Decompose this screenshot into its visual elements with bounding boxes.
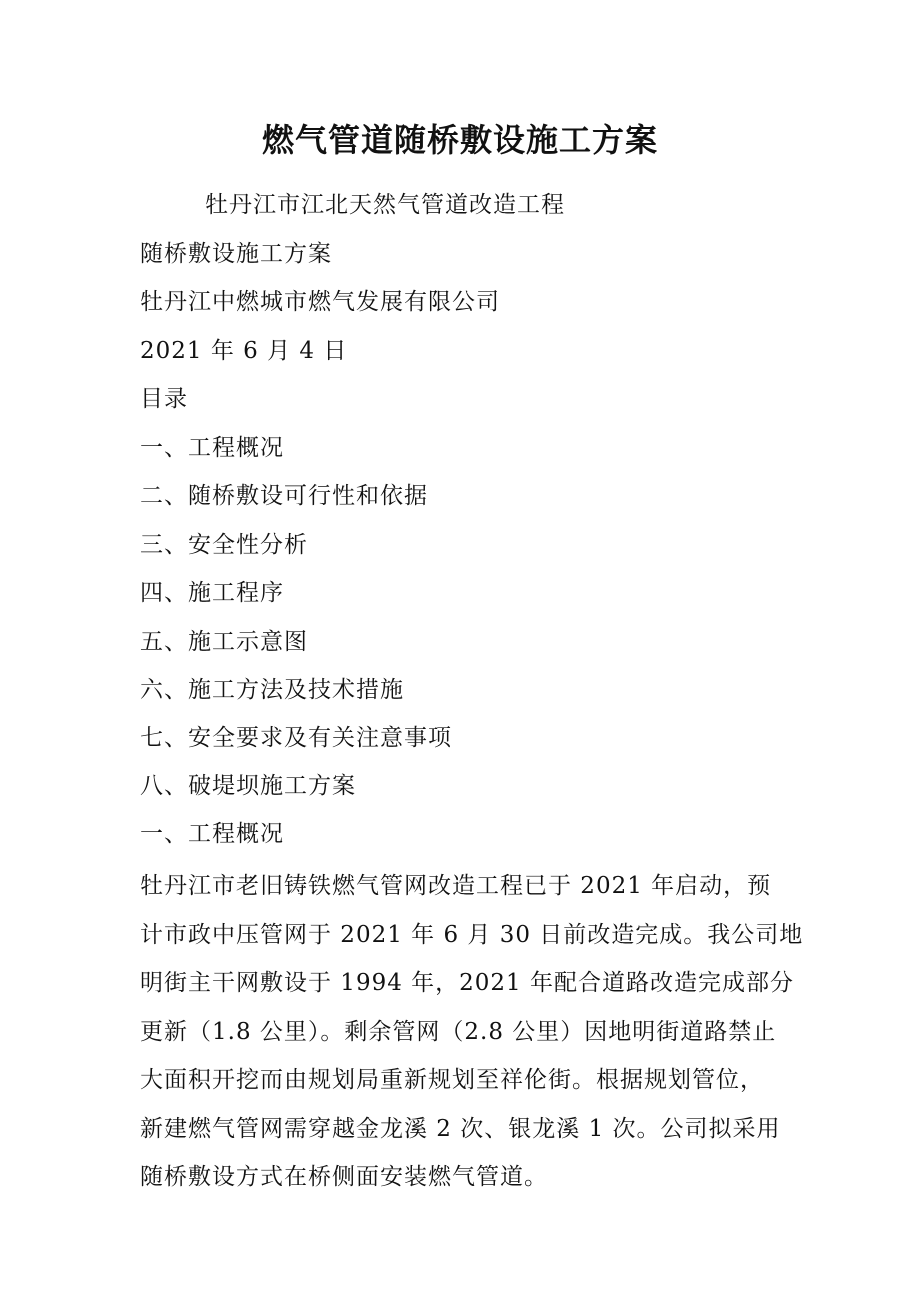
paragraph-line: 随桥敷设方式在桥侧面安装燃气管道。 — [140, 1164, 548, 1190]
company-name: 牡丹江中燃城市燃气发展有限公司 — [140, 289, 500, 315]
toc-item: 三、安全性分析 — [140, 532, 308, 558]
document-date: 2021 年 6 月 4 日 — [140, 338, 348, 364]
paragraph-line: 计市政中压管网于 2021 年 6 月 30 日前改造完成。我公司地 — [140, 921, 804, 948]
paragraph-line: 新建燃气管网需穿越金龙溪 2 次、银龙溪 1 次。公司拟采用 — [140, 1115, 781, 1142]
toc-item: 二、随桥敷设可行性和依据 — [140, 483, 428, 509]
toc-item: 八、破堤坝施工方案 — [140, 773, 356, 799]
toc-heading: 目录 — [140, 386, 188, 412]
toc-item: 五、施工示意图 — [140, 629, 308, 655]
paragraph-line: 大面积开挖而由规划局重新规划至祥伦街。根据规划管位， — [140, 1067, 764, 1093]
project-name: 牡丹江市江北天然气管道改造工程 — [205, 192, 565, 218]
plan-name: 随桥敷设施工方案 — [140, 241, 332, 267]
paragraph-line: 牡丹江市老旧铸铁燃气管网改造工程已于 2021 年启动，预 — [140, 873, 772, 899]
toc-item: 七、安全要求及有关注意事项 — [140, 725, 452, 751]
paragraph-line: 明街主干网敷设于 1994 年，2021 年配合道路改造完成部分 — [140, 970, 794, 996]
toc-item: 四、施工程序 — [140, 580, 284, 606]
paragraph-line: 更新（1.8 公里）。剩余管网（2.8 公里）因地明街道路禁止 — [140, 1018, 777, 1045]
section-heading: 一、工程概况 — [140, 821, 284, 847]
body-paragraph — [140, 862, 804, 1202]
toc-item: 一、工程概况 — [140, 435, 284, 461]
document-title: 燃气管道随桥敷设施工方案 — [261, 121, 658, 159]
toc-item: 六、施工方法及技术措施 — [140, 677, 404, 703]
